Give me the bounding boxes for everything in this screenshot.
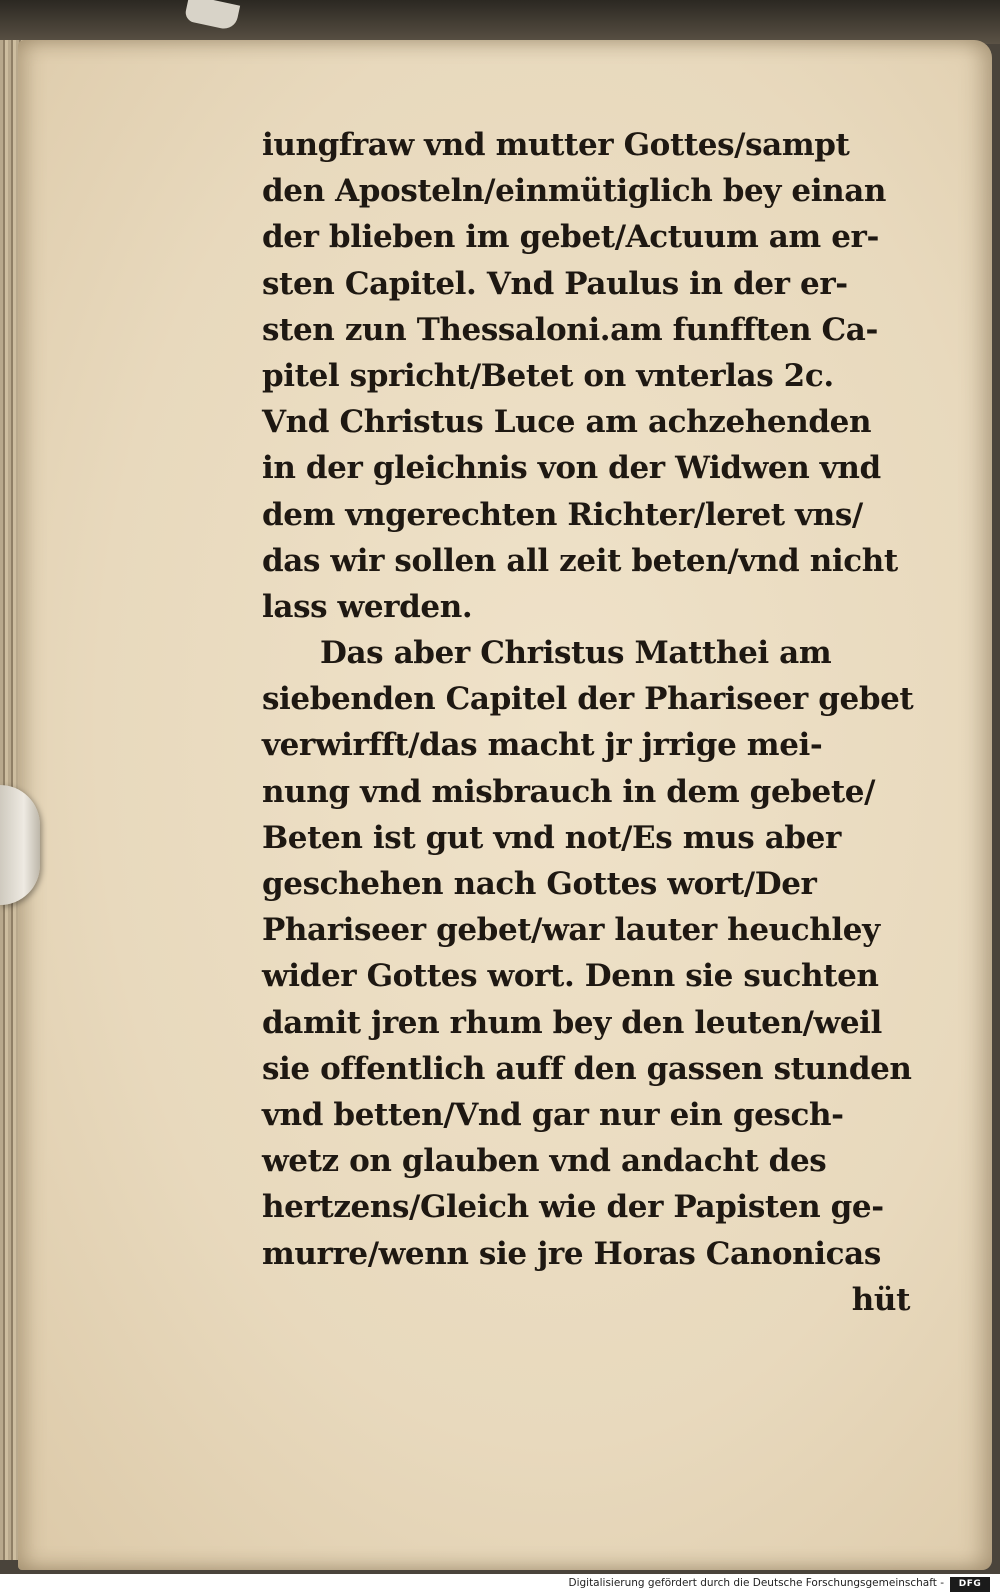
text-line: sten zun Thessaloni.am funfften Ca-	[262, 311, 878, 348]
text-line: der blieben im gebet/Actuum am er-	[262, 219, 879, 256]
dfg-logo-icon: DFG	[950, 1577, 990, 1592]
text-line: Vnd Christus Luce am achzehenden	[262, 404, 872, 441]
text-line: wetz on glauben vnd andacht des	[262, 1143, 827, 1180]
page-text	[262, 122, 914, 1323]
text-line: nung vnd misbrauch in dem gebete/	[262, 773, 876, 810]
text-line: das wir sollen all zeit beten/vnd nicht	[262, 542, 898, 579]
text-line: den Aposteln/einmütiglich bey einan	[262, 173, 887, 210]
text-line: siebenden Capitel der Phariseer gebet	[262, 681, 914, 718]
text-line: wider Gottes wort. Denn sie suchten	[262, 958, 879, 995]
paragraph-start-line: Das aber Christus Matthei am	[320, 635, 832, 672]
text-line: verwirfft/das macht jr jrrige mei-	[262, 727, 823, 764]
text-line: iungfraw vnd mutter Gottes/sampt	[262, 127, 850, 163]
text-line: in der gleichnis von der Widwen vnd	[262, 450, 881, 487]
text-line: damit jren rhum bey den leuten/weil	[262, 1004, 882, 1041]
text-line: hertzens/Gleich wie der Papisten ge-	[262, 1189, 884, 1226]
footer-credit: Digitalisierung gefördert durch die Deutsche Forschungsgemeinschaft -	[568, 1577, 944, 1589]
text-line: Beten ist gut vnd not/Es mus aber	[262, 819, 841, 856]
text-line: dem vngerechten Richter/leret vns/	[262, 496, 863, 533]
catchword: hüt	[851, 1281, 910, 1318]
footer-bar	[0, 1574, 1000, 1596]
text-line: geschehen nach Gottes wort/Der	[262, 866, 817, 902]
text-line: Phariseer gebet/war lauter heuchley	[262, 912, 880, 949]
text-line: pitel spricht/Betet on vnterlas 2c.	[262, 357, 834, 394]
text-line: sie offentlich auff den gassen stunden	[262, 1050, 912, 1087]
text-line: murre/wenn sie jre Horas Canonicas	[262, 1235, 881, 1272]
text-line: lass werden.	[262, 588, 473, 625]
scan-backdrop	[0, 0, 1000, 44]
text-line: sten Capitel. Vnd Paulus in der er-	[262, 265, 848, 302]
text-line: vnd betten/Vnd gar nur ein gesch-	[262, 1096, 844, 1133]
